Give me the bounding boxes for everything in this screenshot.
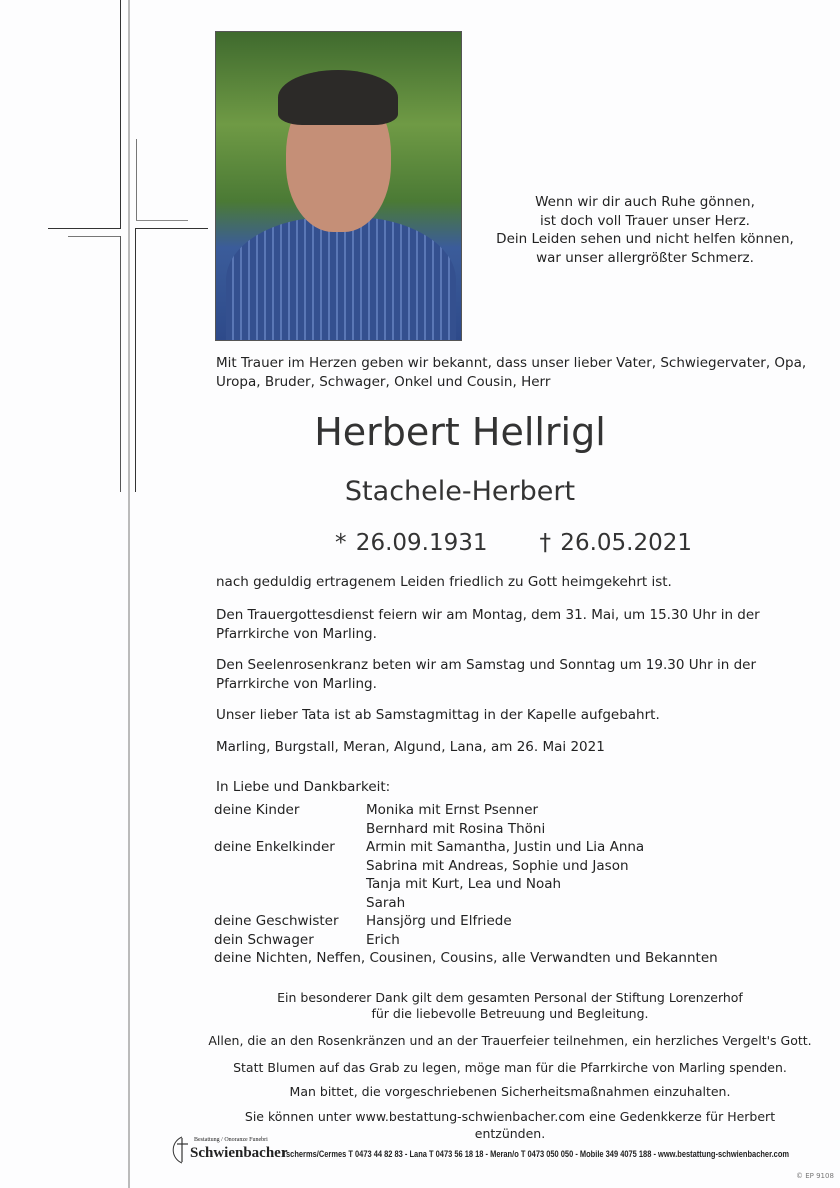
paragraph: Den Trauergottesdienst feiern wir am Montag, dem 31. Mai, um 15.30 Uhr in der Pfarrkirche von Marling.	[216, 607, 760, 642]
mourners-other: deine Nichten, Neffen, Cousinen, Cousins, alle Verwandten und Bekannten	[214, 950, 718, 966]
relation	[214, 857, 366, 876]
thanks-line: Ein besonderer Dank gilt dem gesamten Personal der Stiftung Lorenzerhof	[277, 990, 743, 1005]
poem-line: Wenn wir dir auch Ruhe gönnen,	[535, 194, 755, 210]
thanks-line: Allen, die an den Rosenkränzen und an der Trauerfeier teilnehmen, ein herzliches Vergelt's Gott.	[208, 1033, 812, 1048]
nickname: Stachele-Herbert	[344, 476, 576, 507]
death-date: † 26.05.2021	[539, 530, 692, 556]
deceased-name: Herbert Hellrigl	[314, 410, 606, 454]
logo-subtitle: Bestattung / Onoranze Funebri	[194, 1137, 268, 1143]
contact-info: Tscherms/Cermes T 0473 44 82 83 - Lana T 0473 56 18 18 - Meran/o T 0473 050 050 - Mobile 349 4075 188 - www.bestattung-schwienbacher.com	[282, 1149, 790, 1159]
flowers-note: Statt Blumen auf das Grab zu legen, möge man für die Pfarrkirche von Marling spenden.	[233, 1060, 787, 1075]
poem-line: ist doch voll Trauer unser Herz.	[540, 212, 750, 229]
relation: deine Kinder	[214, 802, 300, 818]
paragraph: In Liebe und Dankbarkeit:	[216, 779, 391, 795]
mourner-names: Monika mit Ernst Psenner	[366, 802, 539, 818]
mourners-list	[214, 801, 718, 968]
poem-line: war unser allergrößter Schmerz.	[536, 249, 754, 266]
mourner-names: Sarah	[366, 894, 406, 911]
relation: deine Geschwister	[214, 913, 339, 929]
logo-name: Schwienbacher	[190, 1145, 288, 1161]
mourner-names: Sabrina mit Andreas, Sophie und Jason	[366, 857, 629, 874]
poem-line: Dein Leiden sehen und nicht helfen können,	[496, 231, 794, 247]
relation: deine Enkelkinder	[214, 839, 335, 855]
portrait-photo	[215, 31, 462, 341]
print-code: © EP 9108	[796, 1172, 834, 1180]
thanks-line: für die liebevolle Betreuung und Begleitung.	[371, 1006, 649, 1021]
relation	[214, 820, 366, 839]
intro-line: Mit Trauer im Herzen geben wir bekannt, dass unser lieber Vater, Schwiegervater, Opa,	[216, 355, 807, 371]
intro-line: Uropa, Bruder, Schwager, Onkel und Cousin, Herr	[216, 374, 551, 390]
life-dates	[335, 530, 744, 556]
mourner-names: Armin mit Samantha, Justin und Lia Anna	[366, 839, 645, 855]
mourner-names: Tanja mit Kurt, Lea und Noah	[366, 876, 562, 892]
paragraph: nach geduldig ertragenem Leiden friedlich zu Gott heimgekehrt ist.	[216, 574, 672, 590]
safety-note: Man bittet, die vorgeschriebenen Sicherheitsmaßnahmen einzuhalten.	[289, 1084, 731, 1099]
paragraph: Den Seelenrosenkranz beten wir am Samstag und Sonntag um 19.30 Uhr in der Pfarrkirche von Marling.	[216, 657, 757, 692]
relation	[214, 894, 366, 913]
paragraph: Unser lieber Tata ist ab Samstagmittag in der Kapelle aufgebahrt.	[216, 707, 660, 723]
cross-logo-icon	[170, 1135, 192, 1165]
mourner-names: Bernhard mit Rosina Thöni	[366, 820, 546, 837]
paragraph: Marling, Burgstall, Meran, Algund, Lana, am 26. Mai 2021	[216, 739, 605, 755]
candle-note: Sie können unter www.bestattung-schwienbacher.com eine Gedenkkerze für Herbert entzünden.	[244, 1109, 776, 1141]
birth-date: * 26.09.1931	[335, 530, 488, 556]
mourner-names: Erich	[366, 931, 400, 948]
intro-text	[216, 354, 826, 392]
relation: dein Schwager	[214, 931, 314, 948]
poem	[470, 193, 820, 267]
mourner-names: Hansjörg und Elfriede	[366, 913, 512, 929]
relation	[214, 875, 366, 894]
